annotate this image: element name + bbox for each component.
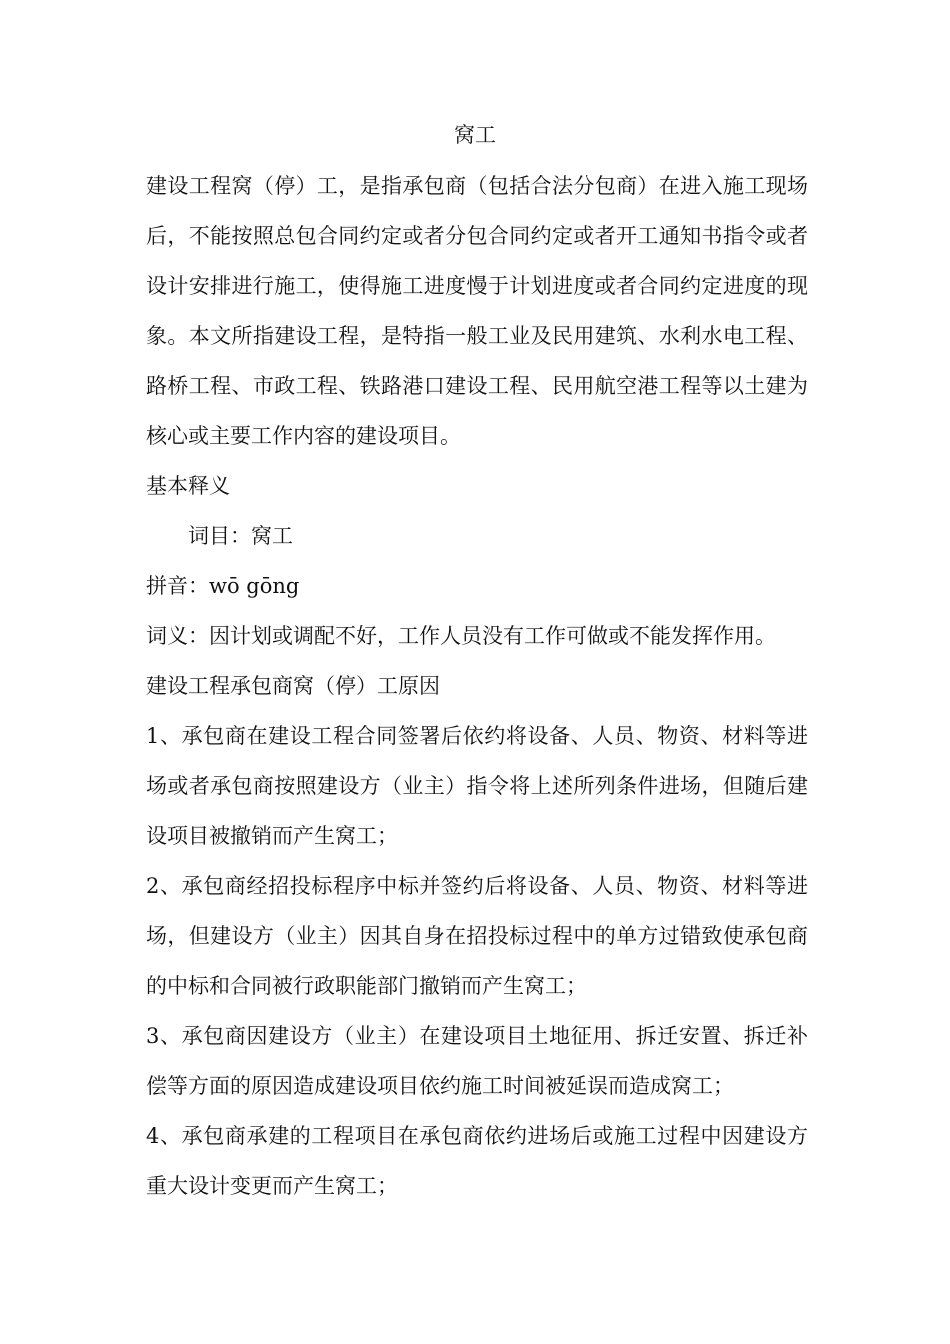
entry-pinyin: 拼音：wō gōng — [146, 574, 300, 598]
paragraph-intro: 建设工程窝（停）工，是指承包商（包括合法分包商）在进入施工现场后，不能按照总包合同约定或者分包合同约定或者开工通知书指令或者设计安排进行施工，使得施工进度慢于计划进度或者合同约定进度的现象。本文所指建设工程，是特指一般工业及民用建筑、水利水电工程、路桥工程、市政工程、铁路港口建设工程、民用航空港工程等以土建为核心或主要工作内容的建设项目。 — [146, 174, 808, 448]
entry-word: 词目：窝工 — [188, 524, 293, 548]
entry-definition: 词义：因计划或调配不好，工作人员没有工作可做或不能发挥作用。 — [146, 624, 776, 648]
list-item-cause-4: 4、承包商承建的工程项目在承包商依约进场后或施工过程中因建设方重大设计变更而产生窝工； — [146, 1124, 808, 1198]
list-item-cause-3: 3、承包商因建设方（业主）在建设项目土地征用、拆迁安置、拆迁补偿等方面的原因造成建设项目依约施工时间被延误而造成窝工； — [146, 1024, 808, 1098]
section-heading-basic-meaning: 基本释义 — [146, 474, 230, 498]
list-item-cause-1: 1、承包商在建设工程合同签署后依约将设备、人员、物资、材料等进场或者承包商按照建设方（业主）指令将上述所列条件进场，但随后建设项目被撤销而产生窝工； — [146, 724, 808, 848]
document-title: 窝工 — [454, 123, 496, 147]
list-item-cause-2: 2、承包商经招投标程序中标并签约后将设备、人员、物资、材料等进场，但建设方（业主）因其自身在招投标过程中的单方过错致使承包商的中标和合同被行政职能部门撤销而产生窝工； — [146, 874, 808, 998]
section-heading-causes: 建设工程承包商窝（停）工原因 — [146, 674, 440, 698]
document-body — [146, 161, 808, 1211]
